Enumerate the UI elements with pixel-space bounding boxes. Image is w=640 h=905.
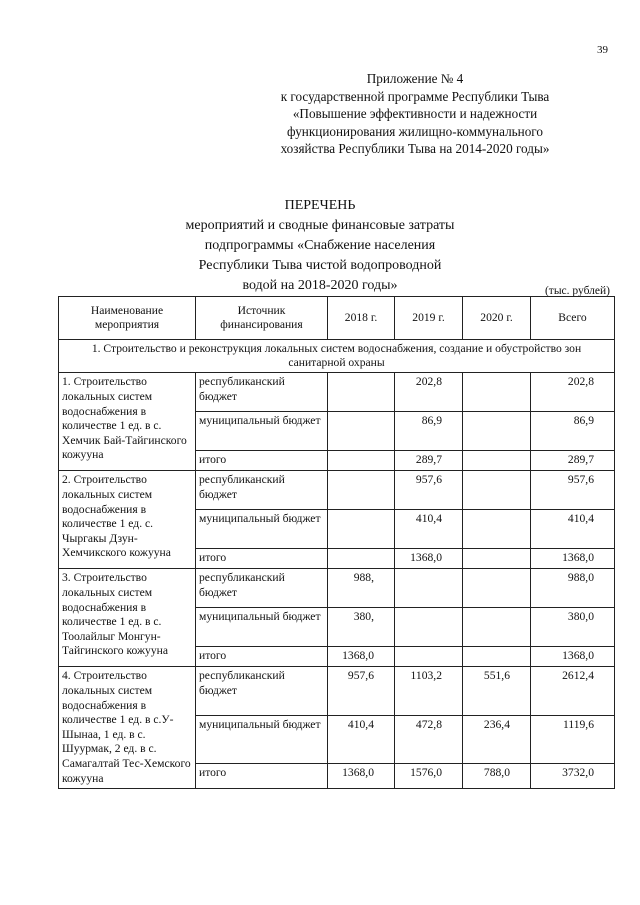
amount-y2018 bbox=[328, 549, 395, 569]
amount-y2020 bbox=[463, 549, 531, 569]
amount-total: 410,4 bbox=[531, 510, 615, 549]
appendix-line: Приложение № 4 bbox=[366, 71, 464, 86]
table-row bbox=[59, 667, 615, 715]
amount-y2020: 236,4 bbox=[463, 715, 531, 763]
funding-source: итого bbox=[196, 647, 328, 667]
amount-y2020 bbox=[463, 412, 531, 451]
header-name: Наименование мероприятия bbox=[59, 297, 196, 340]
amount-y2019: 1368,0 bbox=[395, 549, 463, 569]
amount-y2018 bbox=[328, 510, 395, 549]
amount-y2020 bbox=[463, 373, 531, 412]
funding-source: муниципальный бюджет bbox=[196, 412, 328, 451]
measure-name: 4. Строительство локальных систем водоснабжения в количестве 1 ед. в с.У-Шынаа, 1 ед. в с. Шуурмак, 2 ед. в с. Самагалтай Тес-Хемского кожууна bbox=[59, 667, 196, 789]
amount-y2019: 86,9 bbox=[395, 412, 463, 451]
funding-source: республиканский бюджет bbox=[196, 471, 328, 510]
amount-y2018: 380, bbox=[328, 608, 395, 647]
amount-y2019: 1103,2 bbox=[395, 667, 463, 715]
appendix-line: «Повышение эффективности и надежности bbox=[292, 106, 538, 121]
amount-total: 1368,0 bbox=[531, 647, 615, 667]
amount-y2019: 1576,0 bbox=[395, 764, 463, 789]
title-line: водой на 2018-2020 годы» bbox=[242, 278, 398, 293]
funding-source: муниципальный бюджет bbox=[196, 608, 328, 647]
amount-y2018 bbox=[328, 451, 395, 471]
amount-y2019 bbox=[395, 647, 463, 667]
funding-source: итого bbox=[196, 549, 328, 569]
amount-y2018: 957,6 bbox=[328, 667, 395, 715]
appendix-line: функционирования жилищно-коммунального bbox=[287, 123, 543, 139]
financing-table bbox=[58, 296, 615, 789]
amount-y2019: 202,8 bbox=[395, 373, 463, 412]
amount-y2018 bbox=[328, 373, 395, 412]
table-header-row bbox=[59, 297, 615, 340]
amount-y2020 bbox=[463, 510, 531, 549]
document-title bbox=[140, 196, 500, 296]
funding-source: муниципальный бюджет bbox=[196, 510, 328, 549]
funding-source: республиканский бюджет bbox=[196, 667, 328, 715]
amount-y2018 bbox=[328, 471, 395, 510]
funding-source: итого bbox=[196, 451, 328, 471]
amount-y2018: 988, bbox=[328, 569, 395, 608]
amount-y2019: 472,8 bbox=[395, 715, 463, 763]
amount-y2020: 551,6 bbox=[463, 667, 531, 715]
amount-total: 289,7 bbox=[531, 451, 615, 471]
amount-total: 1119,6 bbox=[531, 715, 615, 763]
measure-name: 2. Строительство локальных систем водоснабжения в количестве 1 ед. с. Чыргакы Дзун-Хемчикского кожууна bbox=[59, 471, 196, 569]
title-line: Республики Тыва чистой водопроводной bbox=[198, 258, 442, 273]
funding-source: республиканский бюджет bbox=[196, 569, 328, 608]
amount-total: 86,9 bbox=[531, 412, 615, 451]
units-label: (тыс. рублей) bbox=[544, 285, 610, 297]
measure-name: 3. Строительство локальных систем водоснабжения в количестве 1 ед. в с. Тоолайлыг Монгун-Тайгинского кожууна bbox=[59, 569, 196, 667]
header-2018: 2018 г. bbox=[328, 297, 395, 340]
header-2020: 2020 г. bbox=[463, 297, 531, 340]
amount-y2020 bbox=[463, 647, 531, 667]
header-2019: 2019 г. bbox=[395, 297, 463, 340]
funding-source: республиканский бюджет bbox=[196, 373, 328, 412]
amount-y2019: 289,7 bbox=[395, 451, 463, 471]
page-number: 39 bbox=[597, 44, 608, 56]
amount-y2018 bbox=[328, 412, 395, 451]
amount-total: 2612,4 bbox=[531, 667, 615, 715]
appendix-line: к государственной программе Республики Тыва bbox=[280, 88, 550, 104]
table-row bbox=[59, 471, 615, 510]
section-title: 1. Строительство и реконструкция локальных систем водоснабжения, создание и обустройство зон санитарной охраны bbox=[59, 340, 615, 373]
appendix-header bbox=[245, 70, 585, 158]
amount-y2018: 1368,0 bbox=[328, 764, 395, 789]
amount-y2020 bbox=[463, 471, 531, 510]
header-source: Источник финансирования bbox=[196, 297, 328, 340]
table-row bbox=[59, 569, 615, 608]
section-row bbox=[59, 340, 615, 373]
amount-y2020: 788,0 bbox=[463, 764, 531, 789]
title-line: подпрограммы «Снабжение населения bbox=[204, 238, 436, 253]
table-row bbox=[59, 373, 615, 412]
amount-y2020 bbox=[463, 608, 531, 647]
amount-y2020 bbox=[463, 451, 531, 471]
title-line: мероприятий и сводные финансовые затраты bbox=[185, 218, 455, 233]
funding-source: муниципальный бюджет bbox=[196, 715, 328, 763]
measure-name: 1. Строительство локальных систем водоснабжения в количестве 1 ед. в с. Хемчик Бай-Тайгинского кожууна bbox=[59, 373, 196, 471]
header-total: Всего bbox=[531, 297, 615, 340]
appendix-line: хозяйства Республики Тыва на 2014-2020 годы» bbox=[280, 141, 550, 156]
amount-y2018: 410,4 bbox=[328, 715, 395, 763]
amount-y2019 bbox=[395, 569, 463, 608]
amount-total: 3732,0 bbox=[531, 764, 615, 789]
amount-y2019: 957,6 bbox=[395, 471, 463, 510]
amount-y2019 bbox=[395, 608, 463, 647]
amount-y2018: 1368,0 bbox=[328, 647, 395, 667]
amount-total: 988,0 bbox=[531, 569, 615, 608]
amount-total: 1368,0 bbox=[531, 549, 615, 569]
funding-source: итого bbox=[196, 764, 328, 789]
amount-y2020 bbox=[463, 569, 531, 608]
amount-total: 202,8 bbox=[531, 373, 615, 412]
title-heading: ПЕРЕЧЕНЬ bbox=[284, 198, 356, 213]
amount-y2019: 410,4 bbox=[395, 510, 463, 549]
amount-total: 380,0 bbox=[531, 608, 615, 647]
amount-total: 957,6 bbox=[531, 471, 615, 510]
